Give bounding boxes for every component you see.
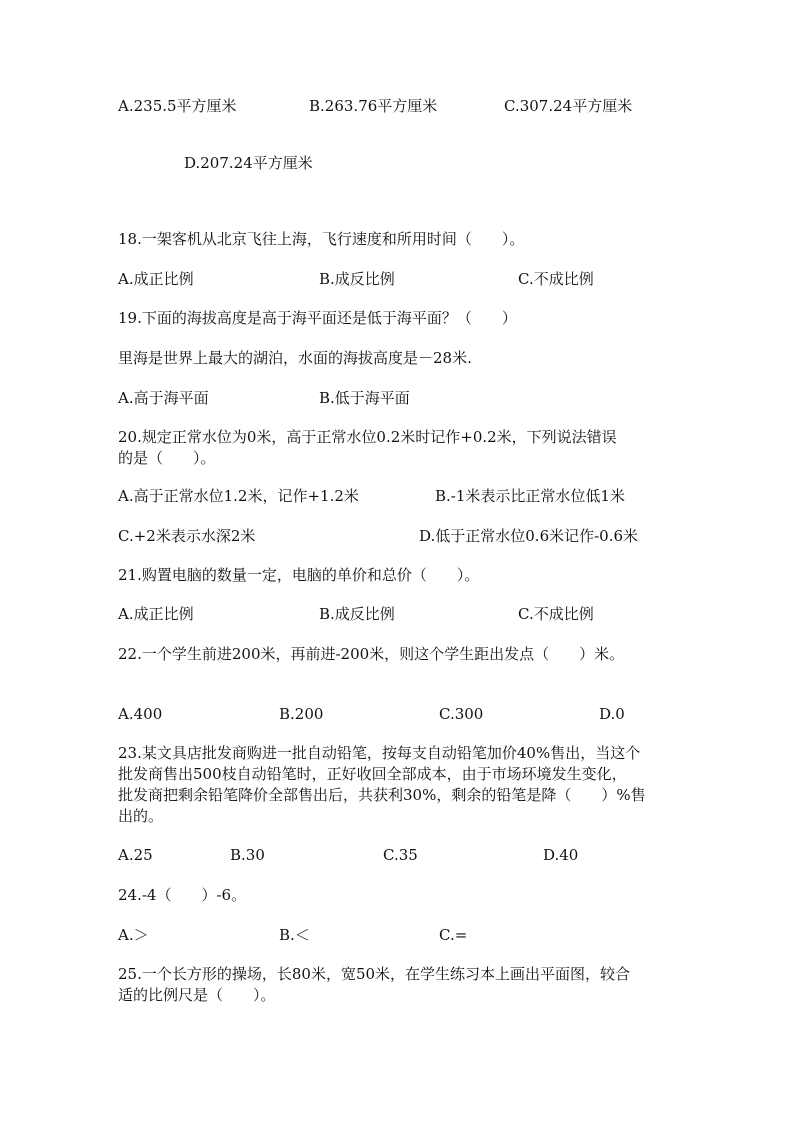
q25-stem-line-2: 适的比例尺是（ ）。: [118, 986, 276, 1004]
q19-sub-text: 里海是世界上最大的湖泊，水面的海拔高度是－28米.: [118, 349, 472, 367]
q20-stem-line-2: 的是（ ）。: [118, 449, 216, 467]
q24-stem: 24.-4（ ）-6。: [118, 886, 247, 904]
q17-option-d: D.207.24平方厘米: [184, 154, 313, 172]
q19-stem: 19.下面的海拔高度是高于海平面还是低于海平面？（ ）: [118, 309, 517, 327]
q22-option-a: A.400: [118, 705, 163, 723]
q23-stem-line-4: 出的。: [118, 807, 164, 825]
q24-option-b: B.＜: [279, 926, 310, 944]
q18-option-b: B.成反比例: [319, 270, 395, 288]
q24-option-a: A.＞: [118, 926, 149, 944]
q23-option-a: A.25: [118, 846, 153, 864]
q22-option-c: C.300: [439, 705, 484, 723]
q18-option-c: C.不成比例: [518, 270, 594, 288]
q22-option-d: D.0: [599, 705, 625, 723]
q17-option-c: C.307.24平方厘米: [504, 97, 633, 115]
q20-option-c: C.+2米表示水深2米: [118, 527, 256, 545]
q20-option-a: A.高于正常水位1.2米，记作+1.2米: [118, 487, 359, 505]
q23-option-d: D.40: [543, 846, 579, 864]
q17-option-a: A.235.5平方厘米: [118, 97, 237, 115]
q22-option-b: B.200: [279, 705, 324, 723]
q20-option-b: B.-1米表示比正常水位低1米: [435, 487, 625, 505]
q23-option-c: C.35: [383, 846, 418, 864]
q20-option-d: D.低于正常水位0.6米记作-0.6米: [419, 527, 639, 545]
q18-stem: 18.一架客机从北京飞往上海，飞行速度和所用时间（ ）。: [118, 230, 525, 248]
q21-option-a: A.成正比例: [118, 605, 194, 623]
q20-stem-line-1: 20.规定正常水位为0米，高于正常水位0.2米时记作+0.2米，下列说法错误: [118, 428, 617, 446]
q18-option-a: A.成正比例: [118, 270, 194, 288]
q19-option-b: B.低于海平面: [319, 389, 410, 407]
q22-stem: 22.一个学生前进200米，再前进-200米，则这个学生距出发点（ ）米。: [118, 645, 625, 663]
q23-stem-line-2: 批发商售出500枝自动铅笔时，正好收回全部成本，由于市场环境发生变化，: [118, 765, 627, 783]
q24-option-c: C.=: [439, 926, 468, 944]
q23-option-b: B.30: [230, 846, 265, 864]
q25-stem-line-1: 25.一个长方形的操场，长80米，宽50米，在学生练习本上画出平面图，较合: [118, 965, 631, 983]
q23-stem-line-1: 23.某文具店批发商购进一批自动铅笔，按每支自动铅笔加价40%售出，当这个: [118, 744, 641, 762]
q19-option-a: A.高于海平面: [118, 389, 209, 407]
q23-stem-line-3: 批发商把剩余铅笔降价全部售出后，共获利30%，剩余的铅笔是降（ ）%售: [118, 786, 646, 804]
q21-option-c: C.不成比例: [518, 605, 594, 623]
q21-option-b: B.成反比例: [319, 605, 395, 623]
q21-stem: 21.购置电脑的数量一定，电脑的单价和总价（ ）。: [118, 566, 480, 584]
q17-option-b: B.263.76平方厘米: [309, 97, 438, 115]
